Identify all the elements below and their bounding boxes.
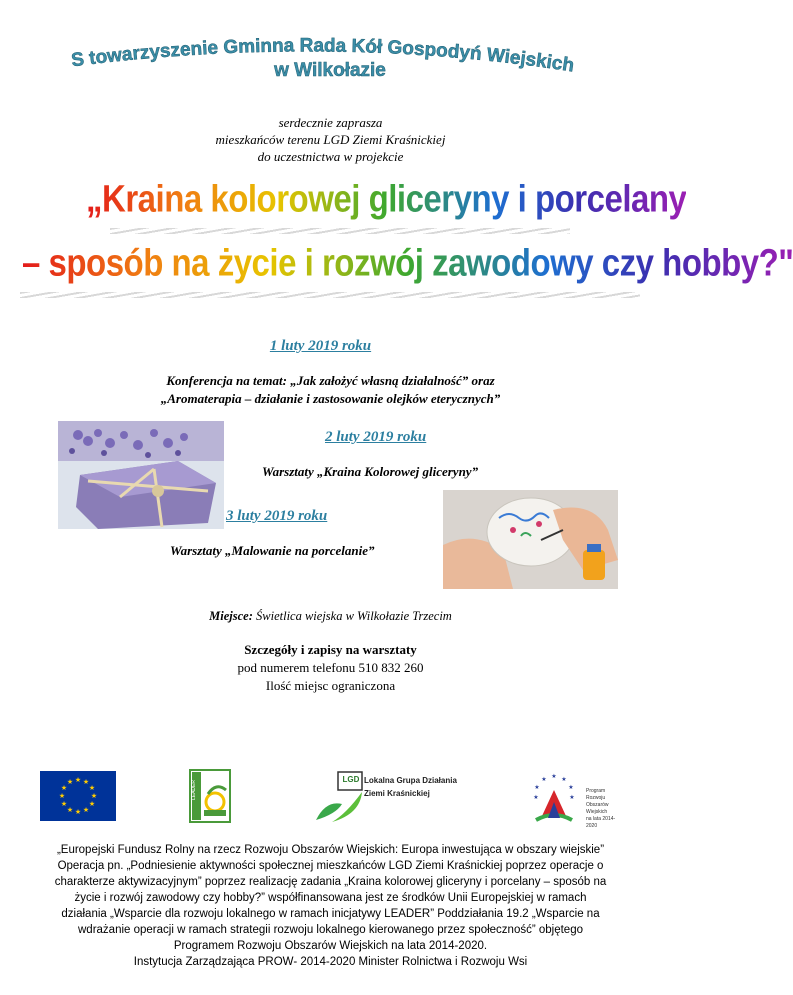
event2-date: 2 luty 2019 roku	[325, 429, 427, 445]
prow-line1: Program	[586, 788, 606, 794]
header-line1: S towarzyszenie Gminna Rada Kół Gospodyń Wiejskich	[70, 35, 576, 77]
svg-text:★: ★	[541, 776, 547, 783]
intro-line3: do uczestnictwa w projekcie	[257, 149, 404, 164]
porcelain-painting-photo	[443, 490, 618, 589]
intro-line1: serdecznie zaprasza	[278, 115, 383, 130]
intro-line2: mieszkańców terenu LGD Ziemi Kraśnickiej	[215, 132, 446, 147]
event1-date: 1 luty 2019 roku	[269, 338, 372, 354]
prow-line4: Wiejskich	[586, 809, 608, 815]
svg-text:★: ★	[60, 784, 68, 792]
event1-text1: „Jak założyć własną działalność” oraz	[290, 373, 495, 388]
event1-text2: „Aromaterapia – działanie i zastosowanie olejków eterycznych”	[160, 391, 501, 406]
svg-text:★: ★	[58, 792, 66, 800]
funding-line8: Instytucja Zarządzająca PROW- 2014-2020 Minister Rolnictwa i Rozwoju Wsi	[133, 956, 528, 968]
svg-text:★: ★	[534, 784, 540, 791]
funding-line6: wdrażanie operacji w ramach strategii rozwoju lokalnego kierowanego przez społeczność” objętego	[78, 924, 583, 936]
svg-text:★: ★	[74, 808, 82, 816]
svg-text:★: ★	[569, 794, 575, 801]
title-shadow-2	[20, 292, 640, 298]
project-title-line2: – sposób na życie i rozwój zawodowy czy hobby?"	[22, 241, 793, 284]
svg-text:★: ★	[90, 792, 98, 800]
svg-text:★: ★	[551, 773, 557, 780]
svg-text:★: ★	[66, 778, 74, 786]
lgd-line1: Lokalna Grupa Działania	[364, 776, 457, 785]
prow-line2: Rozwoju	[586, 795, 606, 801]
leader-label: LEADER	[191, 780, 197, 801]
funding-line5: działania „Wsparcie dla rozwoju lokalnego w ramach inicjatywy LEADER” Poddziałania 19.2 „Wsparcie na	[61, 908, 600, 920]
project-title-line1: „Kraina kolorowej gliceryny i porcelany	[86, 177, 687, 220]
funding-line7: Programem Rozwoju Obszarów Wiejskich na lata 2014-2020.	[173, 940, 488, 952]
contact-info	[0, 641, 661, 695]
intro-text	[0, 114, 661, 165]
prow-line3: Obszarów	[586, 802, 609, 808]
contact-phone: pod numerem telefonu 510 832 260	[237, 660, 424, 675]
event2-text: Warsztaty „Kraina Kolorowej gliceryny”	[262, 464, 479, 479]
contact-limit: Ilość miejsc ograniczona	[265, 678, 396, 693]
prow-logo	[524, 768, 624, 828]
funding-line4: życie i rozwój zawodowy czy hobby?” współfinansowana jest ze środków Unii Europejskiej w ramach	[74, 892, 587, 904]
location	[0, 609, 661, 624]
eu-flag-logo	[40, 771, 116, 821]
contact-heading: Szczegóły i zapisy na warsztaty	[244, 642, 417, 657]
svg-text:★: ★	[66, 806, 74, 814]
svg-text:★: ★	[568, 784, 574, 791]
funding-line2: Operacja pn. „Podniesienie aktywności społecznej mieszkańców LGD Ziemi Kraśnickiej poprzez operacje o	[57, 860, 604, 872]
prow-line5: na lata 2014-2020	[586, 816, 616, 829]
event1-description	[0, 372, 661, 408]
location-value: Świetlica wiejska w Wilkołazie Trzecim	[256, 609, 452, 623]
lgd-line2: Ziemi Kraśnickiej	[364, 789, 430, 798]
funding-statement	[0, 842, 661, 970]
svg-text:★: ★	[82, 806, 90, 814]
event1-prefix: Konferencja na temat:	[166, 373, 291, 388]
soap-photo	[58, 421, 224, 529]
association-header	[0, 20, 661, 90]
title-shadow	[110, 228, 570, 234]
funding-line1: „Europejski Fundusz Rolny na rzecz Rozwoju Obszarów Wiejskich: Europa inwestująca w obszary wiejskie”	[56, 844, 605, 856]
svg-text:★: ★	[82, 778, 90, 786]
leader-logo	[190, 770, 230, 822]
lgd-text	[364, 774, 457, 800]
prow-text	[586, 788, 624, 830]
lgd-logo	[312, 770, 482, 825]
svg-text:★: ★	[561, 776, 567, 783]
event3-date: 3 luty 2019 roku	[226, 508, 328, 524]
lgd-short: LGD	[342, 775, 360, 784]
header-line2: w Wilkołazie	[274, 60, 386, 81]
svg-text:★: ★	[88, 800, 96, 808]
svg-text:★: ★	[88, 784, 96, 792]
location-label: Miejsce:	[209, 609, 253, 623]
funding-line3: charakterze aktywizacyjnym” poprzez realizację zadania „Kraina kolorowej gliceryny i porcelany – sposób na	[54, 876, 607, 888]
svg-text:★: ★	[533, 794, 539, 801]
svg-text:★: ★	[74, 776, 82, 784]
svg-text:★: ★	[60, 800, 68, 808]
event3-text: Warsztaty „Malowanie na porcelanie”	[170, 543, 375, 558]
